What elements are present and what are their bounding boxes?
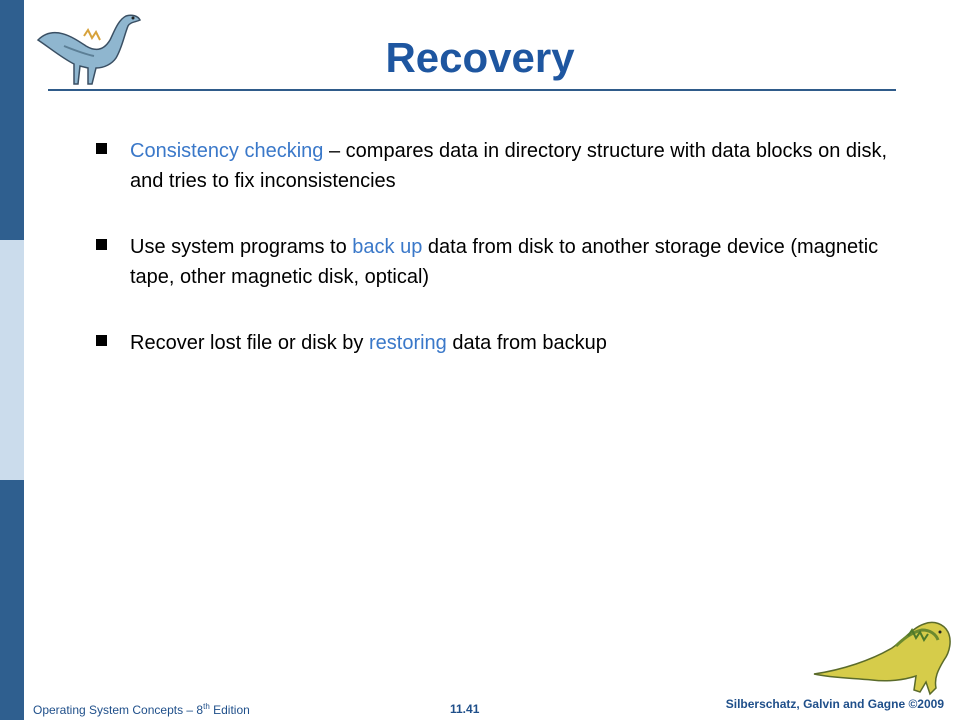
highlight-term: Consistency checking [130, 140, 324, 162]
bullet-post: data from backup [446, 332, 607, 354]
title-divider [48, 89, 896, 91]
highlight-term: back up [352, 236, 423, 258]
bullet-square-icon [96, 143, 107, 154]
band-middle-segment [0, 240, 24, 480]
bullet-square-icon [96, 239, 107, 250]
footer-left-sup: th [203, 702, 210, 711]
bullet-square-icon [96, 335, 107, 346]
bullet-pre: Use system programs to [130, 236, 353, 258]
band-bottom-segment [0, 480, 24, 720]
bullet-text [130, 232, 890, 292]
bullet-text [130, 328, 890, 358]
footer-left-suffix: Edition [209, 703, 250, 717]
left-color-band [0, 0, 24, 720]
bullet-post: data from disk to another storage device (magnetic tape, other magnetic disk, optical) [130, 236, 879, 288]
footer-book-title [33, 702, 250, 717]
bullet-body: – compares data in directory structure with data blocks on disk, and tries to fix inconsistencies [130, 140, 888, 192]
bullet-text [130, 136, 890, 196]
bullet-pre: Recover lost file or disk by [130, 332, 369, 354]
slide-title: Recovery [385, 34, 575, 81]
footer-left-prefix: Operating System Concepts – 8 [33, 703, 204, 717]
footer-page-number: 11.41 [450, 702, 480, 716]
highlight-term: restoring [368, 332, 447, 354]
footer-copyright: Silberschatz, Galvin and Gagne ©2009 [725, 697, 944, 711]
dinosaur-icon [812, 612, 960, 698]
